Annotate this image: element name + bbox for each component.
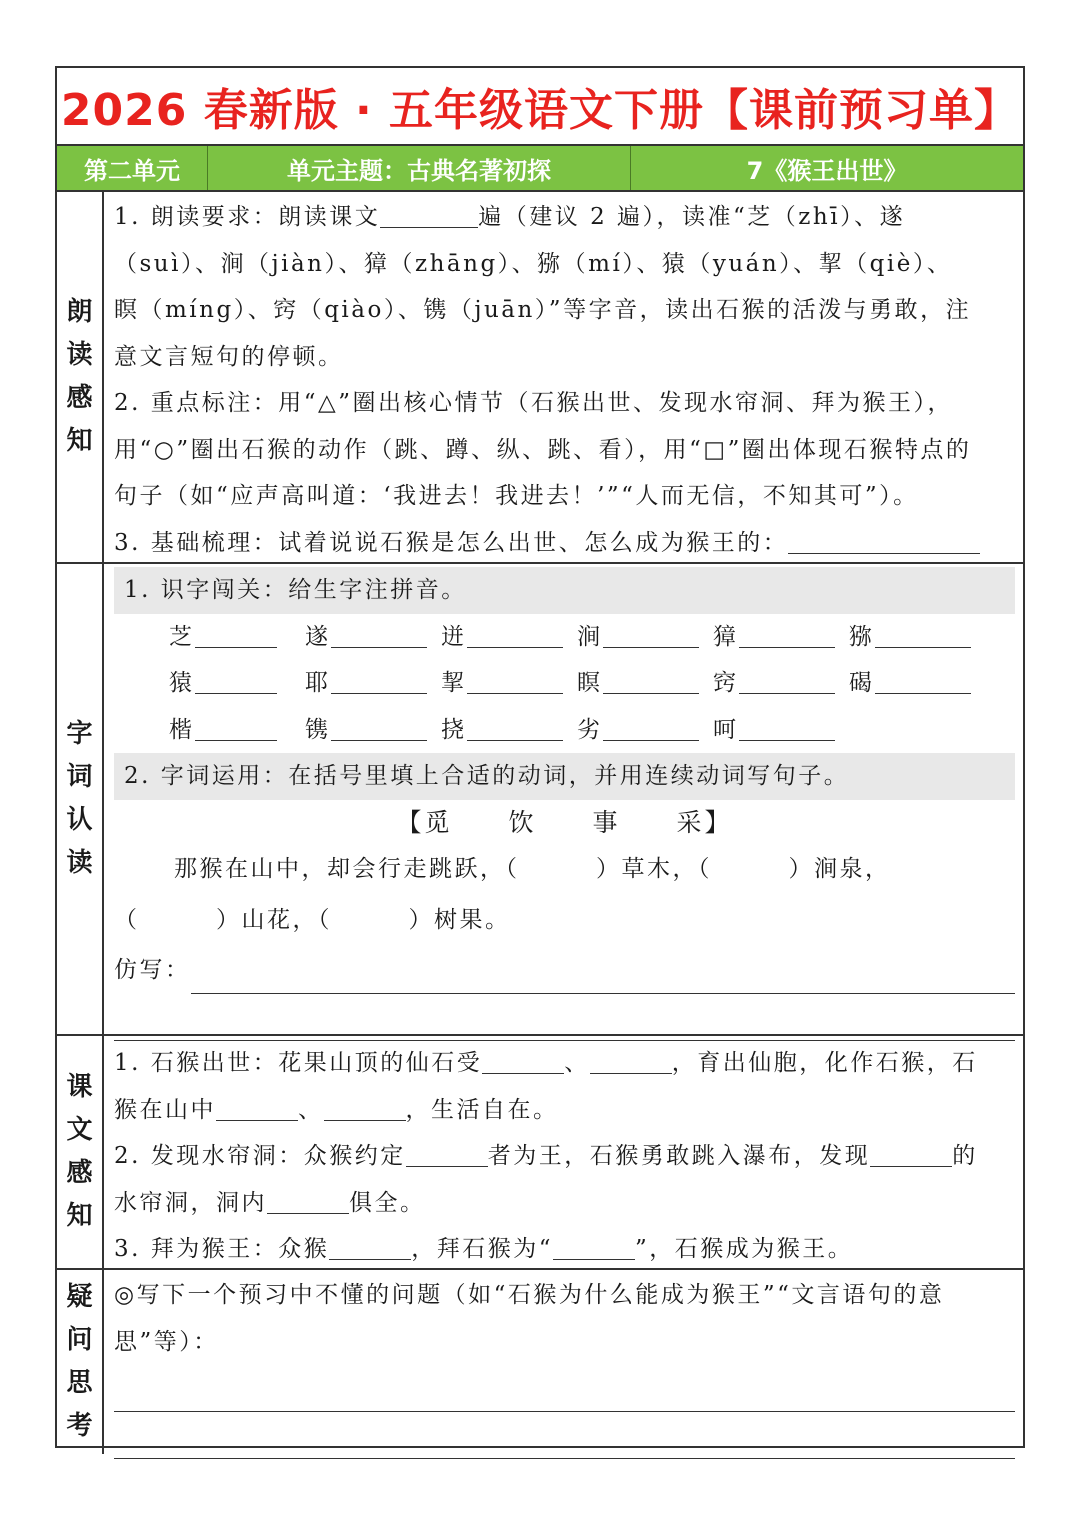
pinyin-cell[interactable]: 涧	[577, 614, 713, 661]
pinyin-cell[interactable]: 劣	[577, 707, 713, 754]
label-char: 问	[66, 1325, 93, 1355]
section-words	[57, 564, 1023, 1036]
question-prompt-cont: 思”等）：	[114, 1328, 219, 1355]
fill-blank[interactable]	[216, 1090, 298, 1121]
section-questions	[57, 1270, 1023, 1454]
pinyin-cell[interactable]: 楷	[169, 707, 305, 754]
reading-item-2: 2. 重点标注：用“△”圈出核心情节（石猴出世、发现水帘洞、拜为猴王），	[114, 390, 953, 416]
label-char: 朗	[66, 297, 93, 327]
text-item-1-cont: 猴在山中 、 ，生活自在。	[114, 1087, 1015, 1134]
text-item-2-cont: 水帘洞，洞内 俱全。	[114, 1180, 1015, 1227]
section-body-questions	[104, 1270, 1023, 1454]
label-char: 思	[66, 1368, 93, 1398]
pinyin-cell[interactable]: 挈	[441, 660, 577, 707]
label-char: 知	[66, 1201, 93, 1231]
text-item-2: 2. 发现水帘洞：众猴约定 者为王，石猴勇敢跳入瀑布，发现 的	[114, 1133, 1015, 1180]
imitate-line[interactable]	[191, 959, 1016, 994]
label-char: 读	[66, 340, 93, 370]
pinyin-cell[interactable]: 窍	[713, 660, 849, 707]
reading-item-3	[114, 520, 1015, 567]
reading-line: 用“○”圈出石猴的动作（跳、蹲、纵、跳、看），用“□”圈出体现石猴特点的	[114, 436, 972, 463]
text: 3. 基础梳理：试着说说石猴是怎么出世、怎么成为猴王的：	[114, 529, 789, 556]
pinyin-cell[interactable]: 呵	[713, 707, 849, 754]
pinyin-cell[interactable]: 瞑	[577, 660, 713, 707]
pinyin-cell[interactable]: 耶	[305, 660, 441, 707]
label-char: 认	[66, 805, 93, 835]
pinyin-cell[interactable]: 迸	[441, 614, 577, 661]
section-text	[57, 1036, 1023, 1270]
label-char: 课	[66, 1072, 93, 1102]
section-label-questions	[57, 1270, 104, 1454]
label-char: 考	[66, 1411, 93, 1441]
pinyin-grid	[114, 614, 1015, 754]
pinyin-cell[interactable]: 挠	[441, 707, 577, 754]
section-label-words	[57, 564, 104, 1034]
section-label-reading	[57, 192, 104, 562]
answer-line[interactable]	[114, 1412, 1015, 1459]
section-body-text	[104, 1036, 1023, 1268]
label-char: 感	[66, 1158, 93, 1188]
worksheet	[55, 66, 1025, 1448]
fill-blank[interactable]	[590, 1043, 672, 1074]
text-item-1: 1. 石猴出世：花果山顶的仙石受 、 ，育出仙胞，化作石猴，石	[114, 1040, 1015, 1087]
label-char: 感	[66, 383, 93, 413]
lesson-cell: 7《猴王出世》	[746, 156, 908, 185]
fill-blank[interactable]	[406, 1136, 488, 1167]
reading-line: 瞑（míng）、窍（qiào）、镌（juān）”等字音，读出石猴的活泼与勇敢，注	[114, 297, 972, 323]
words-item-2: 2. 字词运用：在括号里填上合适的动词，并用连续动词写句子。	[114, 753, 1015, 800]
page-title: 2026 春新版 · 五年级语文下册【课前预习单】	[57, 68, 1023, 146]
fill-blank[interactable]	[380, 197, 478, 228]
fill-blank[interactable]	[870, 1136, 952, 1167]
verb-sentence-line-1[interactable]: 那猴在山中，却会行走跳跃，（ ）草木，（ ）涧泉，	[174, 856, 891, 882]
label-char: 知	[66, 426, 93, 456]
label-char: 词	[66, 762, 93, 792]
reading-item-1	[114, 194, 1015, 241]
fill-blank[interactable]	[267, 1183, 349, 1214]
label-char: 文	[66, 1115, 93, 1145]
answer-line[interactable]	[114, 1365, 1015, 1412]
imitate-label: 仿写：	[114, 957, 191, 983]
text-item-3: 3. 拜为猴王：众猴 ，拜石猴为“ ”，石猴成为猴王。	[114, 1226, 1015, 1273]
theme-cell: 单元主题：古典名著初探	[208, 146, 631, 190]
pinyin-cell[interactable]: 猕	[849, 614, 985, 661]
question-prompt: ◎写下一个预习中不懂的问题（如“石猴为什么能成为猴王”“文言语句的意	[114, 1282, 945, 1308]
label-char: 字	[66, 719, 93, 749]
fill-blank[interactable]	[324, 1090, 406, 1121]
pinyin-cell[interactable]: 獐	[713, 614, 849, 661]
pinyin-cell[interactable]: 碣	[849, 660, 985, 707]
verb-options: 【觅 饮 事 采】	[396, 807, 733, 837]
pinyin-cell[interactable]: 遂	[305, 614, 441, 661]
section-body-words	[104, 564, 1023, 1034]
section-body-reading	[104, 192, 1023, 562]
label-char: 疑	[66, 1282, 93, 1312]
section-label-text	[57, 1036, 104, 1268]
reading-line: 意文言短句的停顿。	[114, 343, 344, 370]
header-bar	[57, 146, 1023, 192]
reading-line: （suì）、涧（jiàn）、獐（zhāng）、猕（mí）、猿（yuán）、挈（qiè）、	[114, 250, 953, 277]
text: 1. 朗读要求：朗读课文	[114, 204, 381, 230]
verb-sentence-line-2[interactable]: （ ）山花，（ ）树果。	[114, 906, 511, 933]
pinyin-cell[interactable]: 芝	[169, 614, 305, 661]
imitate-row	[114, 947, 1015, 994]
section-reading	[57, 192, 1023, 564]
text: 遍（建议 2 遍），读准“芝（zhī）、遂	[478, 204, 906, 230]
words-item-1: 1. 识字闯关：给生字注拼音。	[114, 567, 1015, 614]
unit-cell: 第二单元	[57, 146, 208, 190]
pinyin-cell[interactable]: 猿	[169, 660, 305, 707]
label-char: 读	[66, 848, 93, 878]
fill-blank[interactable]	[553, 1229, 635, 1260]
fill-blank[interactable]	[329, 1229, 411, 1260]
pinyin-cell[interactable]: 镌	[305, 707, 441, 754]
answer-line[interactable]	[114, 994, 1015, 1041]
fill-blank[interactable]	[788, 523, 980, 554]
fill-blank[interactable]	[482, 1043, 564, 1074]
reading-line: 句子（如“应声高叫道：‘我进去！我进去！’”“人而无信，不知其可”）。	[114, 483, 919, 509]
